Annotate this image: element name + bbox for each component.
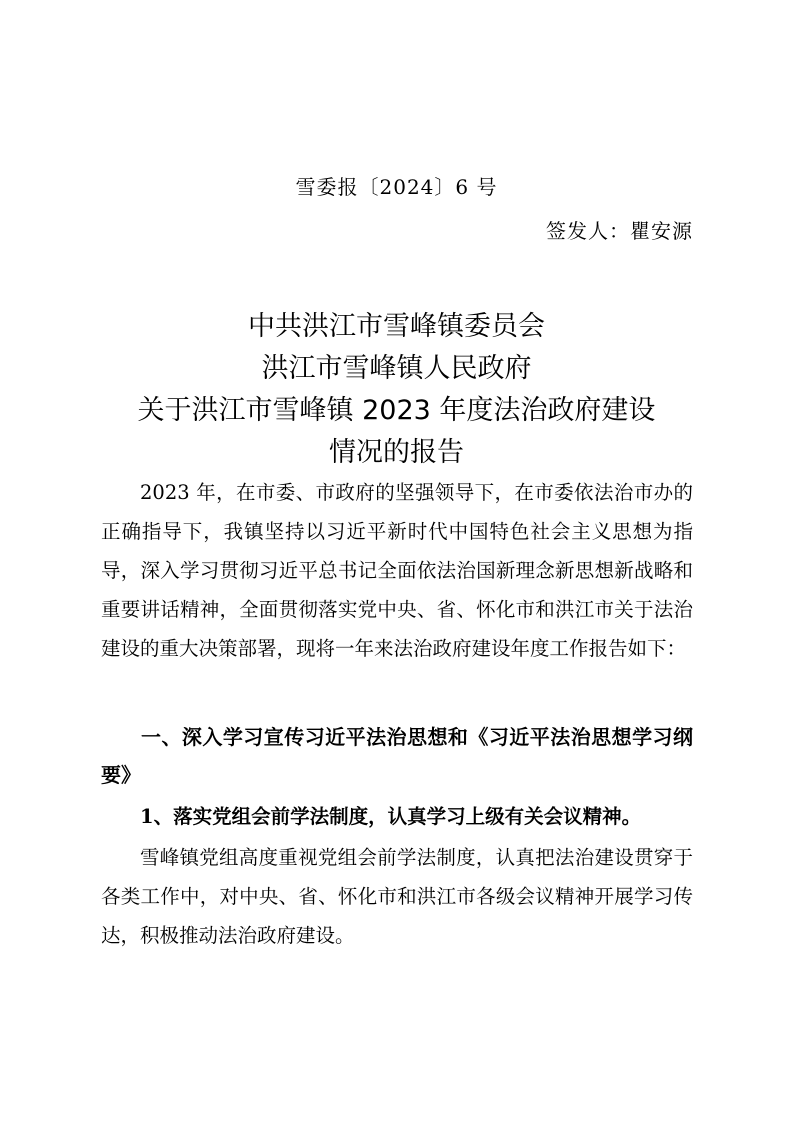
intro-paragraph: 2023 年，在市委、市政府的坚强领导下，在市委依法治市办的正确指导下，我镇坚持以习近平新时代中国特色社会主义思想为指导，深入学习贯彻习近平总书记全面依法治国新理念新思想新战略和重要讲话精神，全面贯彻落实党中央、省、怀化市和洪江市关于法治建设的重大决策部署，现将一年来法治政府建设年度工作报告如下：	[101, 481, 693, 660]
title-line-3: 关于洪江市雪峰镇 2023 年度法治政府建设	[137, 395, 656, 426]
document-title	[100, 306, 693, 474]
signer: 签发人：瞿安源	[546, 219, 693, 243]
section-heading: 一、深入学习宣传习近平法治思想和《习近平法治思想学习纲要》	[101, 725, 693, 787]
title-line-1: 中共洪江市雪峰镇委员会	[248, 311, 545, 342]
subsection-paragraph: 雪峰镇党组高度重视党组会前学法制度，认真把法治建设贯穿于各类工作中，对中央、省、怀化市和洪江市各级会议精神开展学习传达，积极推动法治政府建设。	[101, 846, 693, 947]
title-line-2: 洪江市雪峰镇人民政府	[261, 353, 532, 384]
title-line-4: 情况的报告	[329, 437, 464, 468]
document-number: 雪委报〔2024〕6 号	[295, 175, 498, 199]
subsection-heading: 1、落实党组会前学法制度，认真学习上级有关会议精神。	[140, 805, 642, 828]
